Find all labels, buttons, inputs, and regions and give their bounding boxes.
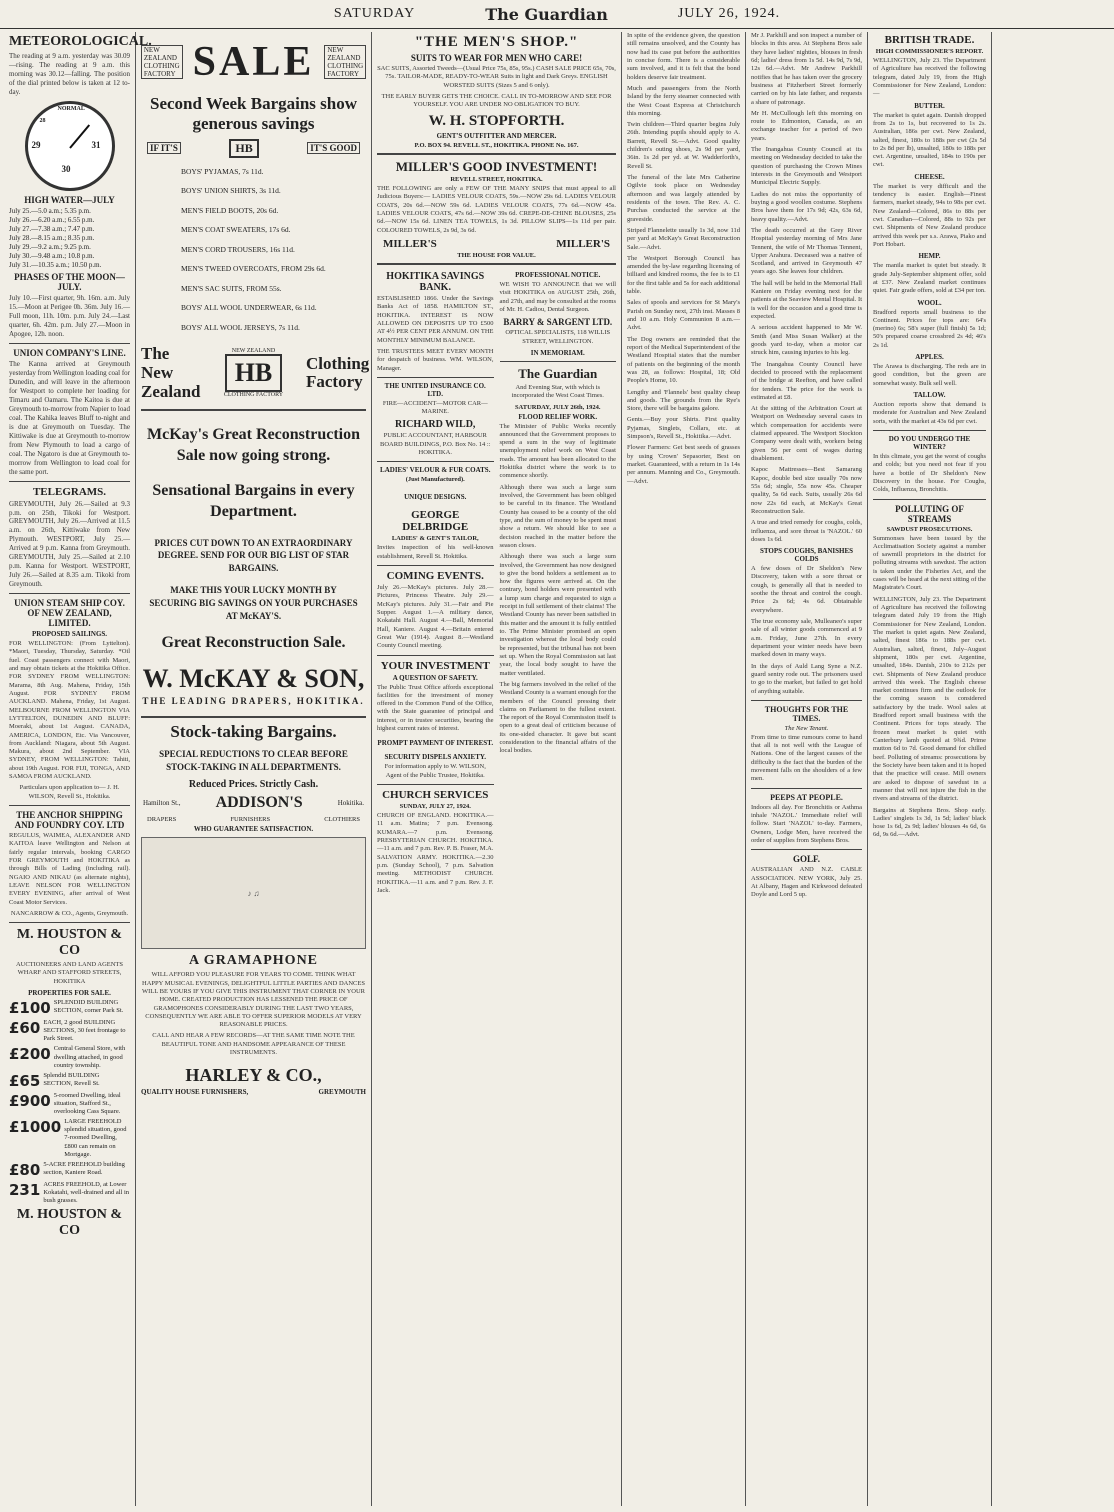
peeps-heading: PEEPS AT PEOPLE. bbox=[770, 792, 843, 802]
peeps-text: Indoors all day. For Bronchitis or Asthma inhale 'NAZOL.' Immediate relief will follow. Start 'NAZOL' to-day. Farmers, Owners, Lodge Men, have received the order of supplies from Stephens Bros. bbox=[751, 803, 862, 844]
hb-logo-icon: HB bbox=[229, 139, 258, 158]
reconstruction-heading: Great Reconstruction Sale. bbox=[161, 634, 346, 652]
news-item: Mr J. Parkhill and son inspect a number of blocks in this area. At Stephens Bros sale they have ladies' nighties, blouses in fresh 6d; ladies' dress from 1s 5d. 14s 9d, 7s 9d, 12s 6d.—Advt. Mr Andrew Parkhill notifies that he has taken over the grocery business at Fitzherbert Street formerly carried on by his late father, and requests a share of patronage. bbox=[751, 32, 862, 106]
harley-sub bbox=[141, 1088, 366, 1096]
factory-left: The New Zealand bbox=[141, 344, 201, 401]
property-price: £80 bbox=[9, 1160, 41, 1179]
telegrams-text: GREYMOUTH, July 26.—Sailed at 9.3 p.m. on 25th, Tikoki for Westport. GREYMOUTH, July 26.—Arrived at 11.5 a.m. on 26th, Kittiwake from New Plymouth. WESTPORT, July 25.—Arrived at 9 p.m. Kanna from Greymouth. GREYMOUTH, July 25.—Sailed at 2.10 p.m. Kanna for Westport. WESTPORT, July 26.—Sailed at 8.35 a.m. Tikoki from Greymouth. bbox=[9, 499, 130, 589]
apples-text: The Arawa is discharging. The reds are in good condition, but the green are somewhat wasty. Bulk sell well. bbox=[873, 363, 986, 387]
union-heading: UNION COMPANY'S LINE. bbox=[13, 348, 126, 359]
savings-footer: THE TRUSTEES MEET EVERY MONTH for despatch of business. WM. WILSON, Manager. bbox=[377, 347, 494, 372]
thoughts-heading: THOUGHTS FOR THE TIMES. bbox=[764, 704, 849, 723]
list-item: July 28.—8.15 a.m.; 8.35 p.m. bbox=[9, 234, 95, 243]
news-item: Flower Farmers: Get best seeds of grasses by using 'Crown' Sepasorter, Best on market. Guaranteed, with a return in 1s 14s per annum. Manning and Co., Greymouth.—Advt. bbox=[627, 444, 740, 485]
savings-text: ESTABLISHED 1866. Under the Savings Banks Act of 1858. HAMILTON ST., HOKITIKA. INTEREST IS NOW ALLOWED ON DEPOSITS UP TO £500 AT 4½ PER CENT PER ANNUM. ON THE MONTHLY MINIMUM BALANCE. bbox=[377, 295, 494, 344]
millers-address: REVELL STREET, HOKITIKA. bbox=[450, 176, 543, 184]
unique-heading: UNIQUE DESIGNS. bbox=[404, 493, 467, 502]
stephens-advert: Bargains at Stephens Bros. Shop early. Ladies' singlets 1s 3d, 1s 5d; ladies' black hose 1s 6d, 2s 9d; ladies' blouses 4s 6d, 6s 6d, 9s 6d.—Advt. bbox=[873, 806, 986, 839]
stocktaking-heading: Stock-taking Bargains. bbox=[170, 722, 337, 742]
polluting-text: Summonses have been issued by the Acclimatisation Society against a number of sawmill proprietors in the district for polluting streams with sawdust. The action is taken under the Fisheries Act, and the cases will be heard at the next sitting of the Magistrate's Court. bbox=[873, 534, 986, 592]
news-item: A true and tried remedy for coughs, colds, influenza, and sore throat is 'NAZOL.' 60 doses 1s 6d. bbox=[751, 519, 862, 543]
delbridge-name: GEORGE DELBRIDGE bbox=[402, 509, 469, 534]
barry-sub: OPTICAL SPECIALISTS, 118 WILLIS STREET, WELLINGTON. bbox=[505, 329, 611, 345]
property-price: £60 bbox=[9, 1019, 41, 1038]
meteorological-text: The reading at 9 a.m. yesterday was 30.09—rising. The reading at 9 a.m. this morning was 30.12—falling. The position of the dial printed below is taken at 12 to-day. bbox=[9, 52, 130, 96]
news-item: The Inangahua County Council at its meeting on Wednesday decided to take the question of purchasing the Crown Mines interests in the Greymouth and Westport Municipal Electric Supply. bbox=[751, 146, 862, 187]
wool-text: Bradford reports small business to the Continent. Prices for tops are: 64's (merino) 6s; 58's super (full finish) 5s 1d; 50's prepared coarse crossbred 2s 4d; 46's 2s 1d. bbox=[873, 308, 986, 349]
satisfaction-text: WHO GUARANTEE SATISFACTION. bbox=[193, 825, 314, 834]
dial-label: 30 bbox=[61, 163, 71, 174]
trade-label: DRAPERS bbox=[147, 816, 177, 824]
property-desc: 5-roomed Dwelling, ideal situation, Stafford St., overlooking Cass Square. bbox=[53, 1091, 121, 1116]
butter-text: The market is quiet again. Danish dropped from 2s to 1s, but recovered to 1s 2s. Australian, 186s per cwt. New Zealand, salted, finest, 180s to 188s per cwt (2s 5d to 2s 8d per lb), unsalted, 180s to 188s per cwt. Argentine, unsalted, 184s to 190s per cwt. bbox=[873, 111, 986, 169]
list-item: MEN'S SAC SUITS, FROM 55s. bbox=[181, 283, 282, 293]
property-price: 231 bbox=[9, 1180, 41, 1199]
its-good-label: IT'S GOOD bbox=[307, 142, 360, 154]
trade-label: FURNISHERS bbox=[230, 816, 271, 824]
savings-heading: HOKITIKA SAVINGS BANK. bbox=[386, 271, 485, 294]
two-col-block bbox=[377, 269, 616, 898]
harley-left: QUALITY HOUSE FURNISHERS, bbox=[141, 1088, 249, 1097]
hb-logo-icon: HB bbox=[225, 354, 283, 392]
nz-clothing-badge: NEW ZEALAND CLOTHING FACTORY bbox=[324, 45, 366, 79]
property-item bbox=[9, 1072, 130, 1090]
stocktaking-text: SPECIAL REDUCTIONS TO CLEAR BEFORE STOCK-TAKING IN ALL DEPARTMENTS. bbox=[159, 749, 348, 772]
column-6 bbox=[868, 32, 992, 1506]
masthead-date: JULY 26, 1924. bbox=[677, 6, 781, 21]
factory-banner bbox=[141, 344, 370, 401]
hemp-heading: HEMP. bbox=[918, 252, 941, 261]
united-sub: FIRE—ACCIDENT—MOTOR CAR—MARINE. bbox=[382, 399, 488, 416]
news-item: Twin children—Third quarter begins July 26th. Intending pupils should apply to A. Barrett, Revell St.—Advt. Good quality children's outing shoes, 2s 9d per yard, 36in. 1s 2d per yd. at W. Wadderforth's, Revell St. bbox=[627, 121, 740, 170]
column-2 bbox=[136, 32, 372, 1506]
addison-trades bbox=[147, 816, 360, 823]
list-item: BOYS' ALL WOOL UNDERWEAR, 6s 11d. bbox=[181, 303, 317, 313]
moon-heading: PHASES OF THE MOON—JULY. bbox=[14, 272, 125, 293]
church-text: CHURCH OF ENGLAND. HOKITIKA.—11 a.m. Matins; 7 p.m. Evensong. KUMARA.—7 p.m. Evensong. PRESBYTERIAN CHURCH. HOKITIKA.—11 a.m. and 7 p.m. Rev. P. B. Fraser, M.A. SALVATION ARMY. HOKITIKA.—2.30 p.m. (Sunday School), 7 p.m. Salvation meeting. METHODIST CHURCH. HOKITIKA.—11 a.m. and 7 p.m. Rev. J. F. Jack. bbox=[377, 812, 494, 894]
guardian-masthead: The Guardian bbox=[518, 365, 598, 381]
early-buyer-text: THE EARLY BUYER GETS THE CHOICE. CALL IN TO-MORROW AND SEE FOR YOURSELF. YOU ARE UNDER NO OBLIGATION TO BUY. bbox=[381, 92, 612, 109]
list-item: MEN'S CORD TROUSERS, 16s 11d. bbox=[181, 244, 295, 254]
professional-heading: PROFESSIONAL NOTICE. bbox=[515, 271, 601, 280]
dial-label: 29 bbox=[31, 139, 41, 150]
suits-heading: SUITS TO WEAR FOR MEN WHO CARE! bbox=[410, 53, 583, 63]
editorial-text: Although there was such a large sum involved, the Government has now designed to give the bond holders a settlement as to how the figures were arrived at. On the contrary, bond holders were presented with a lump sum charge and requested to sign a receipt in full settlement of their claims! The Westland County has never been satisfied in this matter and the amount it is fully entitled to. The Prime Minister promised an open investigation whereat the local body could be represented, but the tribunal has not been set up. When the Royal Commission sat last year, the local body sought to have the matter ventilated. bbox=[499, 553, 616, 677]
stops-coughs-heading: STOPS COUGHS, BANISHES COLDS bbox=[759, 547, 854, 564]
memoriam-heading: IN MEMORIAM. bbox=[530, 348, 585, 357]
delbridge-sub: LADIES' & GENT'S TAILOR, bbox=[391, 535, 479, 543]
editorial-text: The big farmers involved in the relief of the Westland County is a warrant enough for the members of the Council pressing their claims on Parliament to the fullest extent. The report of the Royal Commission itself is open to a great deal of criticism because of its one-sided character. It gave but scant consideration to the financial affairs of the local bodies. bbox=[499, 680, 616, 755]
dial-label: 31 bbox=[91, 139, 101, 150]
british-trade-heading: BRITISH TRADE. bbox=[884, 34, 975, 46]
property-price: £900 bbox=[9, 1091, 51, 1110]
news-item: A serious accident happened to Mr W. Smith (and Miss Susan Walker) at the goods yard to-day, when a motor car struck him, causing injuries to his leg. bbox=[751, 324, 862, 357]
news-item: Kapoc Mattresses—Best Samarang Kapoc, double bed size usually 70s now 55s 6d; single, 55s now 45s. Cheaper quality, 5s 6d each. Suits, usually 26s 6d now 22s 6d each, at McKay's Great Reconstruction Sale. bbox=[751, 466, 862, 515]
lucky-month-text: MAKE THIS YOUR LUCKY MONTH BY SECURING BIG SAVINGS ON YOUR PURCHASES AT McKAY'S. bbox=[149, 585, 358, 621]
apples-heading: APPLES. bbox=[915, 353, 944, 362]
property-desc: 5-ACRE FREEHOLD building section, Kaniere Road. bbox=[43, 1160, 125, 1176]
investment-footer: For information apply to W. WILSON, Agent of the Public Trustee, Hokitika. bbox=[384, 763, 486, 779]
property-item bbox=[9, 1181, 130, 1205]
telegrams-heading: TELEGRAMS. bbox=[32, 485, 107, 498]
news-item: The death occurred at the Grey River Hospital yesterday morning of Mrs Jane Tennent, the wife of Mr Thomas Tennent, Upper Arahura. Deceased was a native of Scotland, and arrived in Greymouth 47 years ago. She leaves four children. bbox=[751, 226, 862, 276]
news-item: A few doses of Dr Sheldon's New Discovery, taken with a sore throat or cough, is generally all that is needed to soothe the throat and control the cough. Price 2s 6d; 4s 6d. Obtainable everywhere. bbox=[751, 565, 862, 614]
barometer-dial-icon bbox=[25, 101, 115, 191]
dial-hand bbox=[69, 124, 90, 148]
tallow-text: Auction reports show that demand is moderate for Australian and New Zealand sorts, with the market at 43s 6d per cwt. bbox=[873, 401, 986, 425]
column-1 bbox=[4, 32, 152, 1506]
sale-banner bbox=[141, 32, 366, 92]
list-item: July 30.—9.48 a.m.; 10.8 p.m. bbox=[9, 252, 95, 261]
church-heading: CHURCH SERVICES bbox=[382, 789, 489, 802]
sale-word: SALE bbox=[192, 39, 315, 85]
thoughts-sub: The New Tenant. bbox=[784, 724, 829, 732]
millers-text: THE FOLLOWING are only a FEW OF THE MANY SNIPS that must appeal to all Judicious Buyers:— LADIES VELOUR COATS, 59s.—NOW 29s 6d. LADIES VELOUR COATS, 20s 6d.—NOW 59s 6d. LADIES VELOUR COATS, 77s 6d.—NOW 45s. LADIES VELOUR COATS, 47s 6d.—NOW 39s 6d. CREPE-DE-CHINE BLOUSES, 25s 6d.—NOW 15s 6d. LINEN TEA TOWELS, 1s 3d. PILLOW SLIPS—1s 11d per pair. COLOURED TOWELS, 2s 9d, 3s 6d. bbox=[377, 185, 616, 234]
investment-heading: YOUR INVESTMENT bbox=[380, 659, 490, 672]
editorial-text: Although there was such a large sum involved, the Government has been obliged to be careful in its finance. The Westland County has ceased to be a county of the old type, and the sum of money to be spent must show a return. We should like to see a decision reached in the matter before the season closes. bbox=[499, 483, 616, 549]
list-item: July 31.—10.35 a.m.; 10.50 p.m. bbox=[9, 261, 102, 270]
millers-foot-left: MILLER'S bbox=[383, 238, 437, 251]
property-item bbox=[9, 1161, 130, 1179]
property-price: £200 bbox=[9, 1045, 51, 1064]
velour-heading: LADIES' VELOUR & FUR COATS. bbox=[380, 466, 491, 475]
cheese-text: The market is very difficult and the tendency is easier. English—Finest farmers, market steady, 94s to 98s per cwt. New Zealand—Colored, 86s to 88s per cwt. Canadian—Colored, 88s to 92s per cwt. Shipments of New Zealand produce arrived this week per s.s. Arawa, Piako and Port Hobart. bbox=[873, 182, 986, 248]
property-price: £1000 bbox=[9, 1118, 62, 1137]
coming-events-text: July 26.—McKay's pictures. July 28.—Pictures, Princess Theatre. July 29.—McKay's pictures. July 31.—Fair and Pie Supper. August 1.—A military dance, Kokatahi Hall. August 4.—Ball, Memorial Hall, Kaniere. August 4.—Britain entered Great War (1914). August 8.—Westland County Council meeting. bbox=[377, 584, 494, 650]
masthead-day: SATURDAY bbox=[333, 6, 416, 21]
wild-sub: PUBLIC ACCOUNTANT, HARBOUR BOARD BUILDINGS, P.O. Box No. 14 :: HOKITIKA. bbox=[379, 432, 491, 457]
hemp-text: The manila market is quiet but steady. It grade July-September shipment offer, sold at £37. New Zealand market continues quiet. Fair grade offers, sold at £34 per ton. bbox=[873, 262, 986, 295]
investment-text: The Public Trust Office affords exceptional facilities for the investment of money offered in the Common Fund of the Office, with the State guarantee of principal and interest, or in trustee securities, bearing the highest current rates of interest. bbox=[377, 683, 494, 733]
masthead bbox=[0, 0, 1114, 29]
property-desc: Central General Store, with dwelling attached, in good country township. bbox=[53, 1045, 126, 1069]
thoughts-text: From time to time rumours come to hand that all is not well with the League of Nations. One of the largest causes of the difficulty is the fact that the burden of the movement falls on the shoulders of a few men. bbox=[751, 733, 862, 783]
polluting-heading: POLLUTING OF STREAMS bbox=[895, 503, 964, 524]
winter-text: In this climate, you get the worst of coughs and colds; but you need not fear if you have a bottle of Dr Sheldon's New Discovery in the house. For Coughs, Colds, Influenza, Bronchitis. bbox=[873, 452, 986, 494]
property-item bbox=[9, 1118, 130, 1159]
golf-text: AUSTRALIAN AND N.Z. CABLE ASSOCIATION. NEW YORK, July 25. At Albany, Hagen and Kirkwood defeated Doyle and Lord 5 up. bbox=[751, 866, 862, 899]
stopforth-name: W. H. STOPFORTH. bbox=[428, 112, 565, 129]
mckay-subheading: Sensational Bargains in every Department. bbox=[152, 481, 355, 520]
left-subcol bbox=[377, 269, 494, 898]
list-item: MEN'S COAT SWEATERS, 17s 6d. bbox=[181, 225, 291, 235]
prices-cut-text: PRICES CUT DOWN TO AN EXTRAORDINARY DEGREE. SEND FOR OUR BIG LIST OF STAR BARGAINS. bbox=[154, 537, 353, 573]
news-item: Ladies do not miss the opportunity of buying a good woollen costume. Stephens Bros have them for 17s 9d; 42s, 63s 6d, heavy quality.—Advt. bbox=[751, 190, 862, 223]
nz-clothing-badge: NEW ZEALAND CLOTHING FACTORY bbox=[141, 45, 183, 79]
gramophone-call: CALL AND HEAR A FEW RECORDS—AT THE SAME TIME NOTE THE BEAUTIFUL TONE AND HANDSOME APPEARANCE OF THESE INSTRUMENTS. bbox=[152, 1032, 355, 1057]
moon-text: July 10.—First quarter, 9h. 16m. a.m. July 15.—Moon at Perigee 0h. 36m. July 16.—Full moon, 11h. 10m. p.m. July 24.—Last quarter, 6h. 42m. p.m. July 27.—Moon in Apogee, 12h. noon. bbox=[9, 294, 130, 339]
usco-text: FOR WELLINGTON: (From Lyttelton). *Maori, Tuesday, Thursday, Saturday. *Oil fuel. Coast passengers connect with Maori, and may obtain tickets at the Hokitika Office. FOR SYDNEY FROM WELLINGTON: Marama, 8th Aug. Mahena, Friday, 15th August. FOR SYDNEY FROM AUCKLAND. Mahena, Friday, 1st August. MELBOURNE FROM WELLINGTON VIA LYTTELTON, DUNEDIN AND BLUFF: Moeraki, about 1st August. CANADA, AMERICA, LONDON, Etc. Via Vancouver, from Auckland: Niagara, about 5th August. Makura, about 2nd September. VIA SYDNEY, FROM WELLINGTON: Tahiti, about 19th August. FOR FIJI, TONGA, AND SAMOA FROM AUCKLAND. bbox=[9, 640, 130, 781]
column-4 bbox=[622, 32, 746, 1506]
suits-text: SAC SUITS, Assorted Tweeds—(Usual Price 75s, 85s, 95s.) CASH SALE PRICE 65s, 70s, 75s. TAILOR-MADE, READY-TO-WEAR Suits in light and Dark Greys. ENGLISH WORSTED SUITS (Sizes 5 and 6 only). bbox=[377, 65, 616, 89]
news-item: The Westport Borough Council has amended the by-law regarding licensing of billiard and kindred rooms, the fee is to £1 for the first table and 5s for each additional table. bbox=[627, 254, 740, 296]
gramophone-illustration-icon: ♪ ♫ bbox=[141, 837, 366, 949]
news-item: The true economy sale, Mulleaneo's super sale of all winter goods commenced at 9 a.m. Friday, June 27th. In every department your winter needs have been marked down in many ways. bbox=[751, 618, 862, 659]
if-its-good-banner bbox=[147, 139, 360, 158]
guardian-article-heading: FLOOD RELIEF WORK. bbox=[518, 412, 598, 421]
news-item: The Inangahua County Council have decided to proceed with the replacement of the bridge at Reefton, and have called for tenders. The price for the work is estimated at £8. bbox=[751, 360, 862, 401]
property-desc: LARGE FREEHOLD splendid situation, good 7-roomed Dwelling, £800 can remain on Mortgage. bbox=[64, 1118, 127, 1158]
millers-footer bbox=[383, 238, 610, 250]
list-item: July 26.—6.20 a.m.; 6.55 p.m. bbox=[9, 215, 95, 224]
hb-logo bbox=[224, 348, 283, 398]
harley-name: HARLEY & CO., bbox=[185, 1065, 322, 1086]
property-desc: Splendid BUILDING SECTION, Revell St. bbox=[43, 1071, 100, 1087]
property-desc: SPLENDID BUILDING SECTION, corner Park St. bbox=[53, 999, 124, 1015]
houston-subheading: AUCTIONEERS AND LAND AGENTS WHARF AND STAFFORD STREETS, HOKITIKA bbox=[15, 961, 124, 985]
harley-right: GREYMOUTH bbox=[318, 1088, 366, 1097]
barry-name: BARRY & SARGENT LTD. bbox=[503, 317, 613, 328]
stopforth-address: P.O. BOX 94. REVELL ST., HOKITIKA. PHONE No. 167. bbox=[414, 141, 579, 149]
hb-top-label: NEW ZEALAND bbox=[231, 348, 276, 355]
reduced-prices: Reduced Prices. Strictly Cash. bbox=[188, 779, 319, 791]
news-item: Lengthy and 'Flannels' best quality cheap and goods. The grounds from the Rye's Store, there will be bargains galore. bbox=[627, 388, 740, 413]
news-item: Gents.—Buy your Shirts. First quality Pyjamas, Singlets, Collars, etc. at Simpson's, Revell St., Hokitika.—Advt. bbox=[627, 416, 740, 441]
if-its-label: IF IT'S bbox=[147, 142, 181, 154]
millers-foot-right: MILLER'S bbox=[556, 238, 610, 251]
professional-text: WE WISH TO ANNOUNCE that we will visit HOKITIKA on AUGUST 25th, 26th, and 27th, and may be consulted at the rooms of Mr. H. Cadiou, Dental Surgeon. bbox=[499, 281, 616, 313]
dial-label: 28 bbox=[39, 117, 46, 124]
delbridge-text: Invites inspection of his well-known establishment, Revell St. Hokitika. bbox=[377, 544, 494, 560]
factory-right: Clothing Factory bbox=[305, 353, 370, 392]
right-subcol bbox=[500, 269, 617, 898]
wmckay-name: W. McKAY & SON, bbox=[142, 664, 365, 694]
news-item: Sales of spools and services for St Mary's Parish on Sunday next, 27th inst. Masses 8 and 10 a.m. Holy Communion 8 a.m.—Advt. bbox=[627, 299, 740, 332]
list-item: BOYS' ALL WOOL JERSEYS, 7s 11d. bbox=[181, 322, 300, 332]
property-item bbox=[9, 1092, 130, 1116]
golf-heading: GOLF. bbox=[793, 854, 820, 865]
news-item: Mr H. McCullough left this morning on route to Edmonton, Canada, as an exchange teacher for a period of two years. bbox=[751, 109, 862, 142]
cheese-heading: CHEESE. bbox=[914, 172, 945, 181]
investment-sub: A QUESTION OF SAFETY. bbox=[392, 673, 478, 682]
guardian-article-text: The Minister of Public Works recently announced that the Government proposes to spend a sum in the way of legitimate unemployment relief work on West Coast roads. The amount has been allocated to the Hokitika district where the work is to commence shortly. bbox=[499, 422, 616, 480]
british-trade-text: WELLINGTON, July 23. The Department of Agriculture has received the following telegram, dated July 19, from the High Commissioner for New Zealand, London:— bbox=[873, 57, 986, 98]
news-item: The Dog owners are reminded that the report of the Medical Superintendent of the Westland Hospital states that the number of patients on the beginning of the month was 28, as follows: Hospital, 18; Old People's Home, 10. bbox=[627, 335, 740, 385]
bargains-heading: Second Week Bargains show generous savings bbox=[149, 94, 358, 134]
usco-agent: Particulars upon application to— J. H. WILSON, Revell St., Hokitika. bbox=[19, 784, 120, 800]
addison-left: Hamilton St., bbox=[143, 799, 181, 808]
gramophone-heading: A GRAMAPHONE bbox=[188, 953, 319, 969]
list-item: MEN'S FIELD BOOTS, 20s 6d. bbox=[181, 205, 279, 215]
usco-heading: UNION STEAM SHIP COY. OF NEW ZEALAND, LIMITED. bbox=[14, 598, 125, 629]
column-5 bbox=[746, 32, 868, 1506]
property-price: £100 bbox=[9, 999, 51, 1018]
list-item: July 25.—5.0 a.m.; 5.35 p.m. bbox=[9, 206, 91, 215]
news-item: Striped Flannelette usually 1s 3d, now 11d per yard at McKay's Great Reconstruction Sale.—Advt. bbox=[627, 226, 740, 251]
united-heading: THE UNITED INSURANCE CO. LTD. bbox=[384, 381, 486, 398]
news-item: The hall will be held in the Memorial Hall Kaniere on Friday evening next for the patients at the Seaview Mental Hospital. It is well for the occasion and a good time is expected. bbox=[751, 279, 862, 320]
anchor-text: REGULUS, WAIMEA, ALEXANDER AND KAITOA leave Wellington and Nelson at fairly regular intervals, booking CARGO FOR GREYMOUTH and HOKITIKA as through Bills of Lading (including rail). NGAIO AND NIKAU (as alternate nights), LEAVE NELSON FOR WELLINGTON EVERY EVENING, after arrival of West Coast Motor Services. bbox=[9, 832, 130, 906]
prompt-payment: PROMPT PAYMENT OF INTEREST. bbox=[377, 739, 494, 748]
high-water-list bbox=[9, 207, 130, 271]
security-text: SECURITY DISPELS ANXIETY. bbox=[384, 753, 487, 762]
list-item: July 27.—7.38 a.m.; 7.47 p.m. bbox=[9, 224, 95, 233]
properties-heading: PROPERTIES FOR SALE. bbox=[28, 989, 111, 998]
masthead-title: The Guardian bbox=[485, 4, 608, 24]
church-date: SUNDAY, JULY 27, 1924. bbox=[399, 803, 471, 811]
gramophone-text: WILL AFFORD YOU PLEASURE FOR YEARS TO COME. THINK WHAT HAPPY MUSICAL EVENINGS, DELIGHTFUL LITTLE PARTIES AND DANCES WILL BE YOURS IF YOU GIVE THIS INSTRUMENT THAT CORNER IN YOUR HOME. CREATED PRODUCTION HAS LESSENED THE PRICE OF GRAMOPHONES CONSIDERABLY DURING THE LAST TWO YEARS, CONSEQUENTLY WE ARE ABLE TO OFFER SUPERIOR MODELS AT VERY REASONABLE PRICES. bbox=[142, 971, 365, 1029]
butter-heading: BUTTER. bbox=[914, 101, 945, 110]
union-text: The Kanna arrived at Greymouth yesterday from Wellington loading coal for Dunedin, and will leave in the afternoon for Westport to complete her loading for Timaru and Oamaru. The Kaitoa is due at Greymouth to-morrow from Napier to load coal. The Kahika leaves Bluff to-night and is due at Greymouth on Tuesday. The Kittiwake is due at Greymouth to-morrow from New Plymouth to load a cargo of coal. The Ngatoro is due at Greymouth to-morrow from Wellington to load coal for the same port. bbox=[9, 360, 130, 476]
wool-heading: WOOL. bbox=[917, 298, 942, 307]
tallow-heading: TALLOW. bbox=[913, 391, 946, 399]
property-desc: ACRES FREEHOLD, at Lower Kokatahi, well-drained and all in bush grasses. bbox=[43, 1180, 130, 1205]
guardian-date: SATURDAY, JULY 26th, 1924. bbox=[514, 403, 601, 411]
property-item bbox=[9, 1045, 130, 1069]
trade-label: CLOTHIERS bbox=[324, 816, 360, 824]
mckay-heading: McKay's Great Reconstruction Sale now going strong. bbox=[147, 426, 360, 465]
millers-foot-sub: THE HOUSE FOR VALUE. bbox=[457, 252, 536, 260]
dial-label: NORMAL bbox=[57, 105, 85, 112]
list-item: BOYS' PYJAMAS, 7s 11d. bbox=[181, 166, 264, 176]
list-item: July 29.—9.2 a.m.; 9.25 p.m. bbox=[9, 243, 91, 252]
houston-footer: M. HOUSTON & CO bbox=[16, 1207, 123, 1239]
high-water-heading: HIGH WATER—JULY bbox=[24, 194, 115, 205]
coming-events-heading: COMING EVENTS. bbox=[386, 570, 484, 583]
sale-items-list bbox=[141, 162, 366, 338]
property-item bbox=[9, 1019, 130, 1043]
list-item: MEN'S TWEED OVERCOATS, FROM 29s 6d. bbox=[181, 264, 326, 274]
mens-shop-heading: "THE MEN'S SHOP." bbox=[414, 34, 579, 50]
list-item: BOYS' UNION SHIRTS, 3s 11d. bbox=[181, 186, 281, 196]
velour-sub: (Just Manufactured). bbox=[405, 476, 465, 484]
property-desc: EACH, 2 good BUILDING SECTIONS, 30 feet frontage to Park Street. bbox=[43, 1019, 126, 1043]
news-item: The funeral of the late Mrs Catherine Ogilvie took place on Wednesday afternoon and was largely attended by residents of the town. The Rev. A. C. Purchas conducted the service at the graveside. bbox=[627, 174, 740, 223]
british-trade-sub: HIGH COMMISSIONER'S REPORT. bbox=[875, 48, 984, 55]
news-item: At the sitting of the Arbitration Court at Westport on Wednesday several cases in which compensation for accidents were claimed appeared. The Westport Stockton Company were dealt with, workers being given 56 per cent of wages during disablement. bbox=[751, 405, 862, 462]
stopforth-sub: GENT'S OUTFITTER AND MERCER. bbox=[436, 131, 557, 140]
winter-heading: DO YOU UNDERGO THE WINTER? bbox=[888, 434, 971, 451]
news-item: In the days of Auld Lang Syne a N.Z. guard sentry rode out. The prisoners used to go to the market, but failed to get hold of anything suitable. bbox=[751, 662, 862, 695]
property-item bbox=[9, 999, 130, 1017]
news-item: Much and passengers from the North Island by the ferry steamer connected with the West Coast Express at Christchurch this morning. bbox=[627, 84, 740, 117]
addison-right: Hokitika. bbox=[337, 799, 364, 808]
column-3 bbox=[372, 32, 622, 1506]
meteorological-heading: METEOROLOGICAL. bbox=[9, 34, 152, 49]
usco-subheading: PROPOSED SAILINGS. bbox=[31, 630, 108, 639]
hb-bottom-label: CLOTHING FACTORY bbox=[223, 392, 284, 399]
wmckay-sub: THE LEADING DRAPERS, HOKITIKA. bbox=[142, 696, 365, 707]
addison-name: ADDISON'S bbox=[215, 794, 303, 812]
wild-name: RICHARD WILD, bbox=[395, 419, 476, 431]
anchor-heading: THE ANCHOR SHIPPING AND FOUNDRY COY. LTD bbox=[14, 810, 125, 831]
guardian-sub: And Evening Star, with which is incorporated the West Coast Times. bbox=[511, 383, 604, 400]
polluting-text: WELLINGTON, July 23. The Department of Agriculture has received the following telegram dated July 19 from the High Commissioner for New Zealand, London. The market is quiet again. New Zealand, salted, finest 186s to 188s per cwt. Australian, salted, finest, July–August shipment, 180s per cwt. Argentine, unsalted, 184s. Danish, 210s to 212s per cwt. Shipments of New Zealand produce arrived this week. The English cheese market continues firm and the outlook for the coming season is considered satisfactory by the trade. Wool sales at Bradford report small business with the Continent. Prices for tops steady. The frozen meat market is quiet with Canterbury lamb quoted at 9¾d. Prime mutton 6d to 7d. Good demand for chilled beef. Polluting of streams: prosecutions by the Society have been taken and it is hoped that the practice will cease. Mill owners are asked to dispose of sawdust in a manner that will not injure the fish in the rivers and streams of the district. bbox=[873, 595, 986, 803]
news-item: In spite of the evidence given, the question still remains unsolved, and the County has now had its case put before the authorities in concise form. There is a considerable sum involved, and it is felt that the bond holders deserve fair treatment. bbox=[627, 32, 740, 81]
anchor-agent: NANCARROW & CO., Agents, Greymouth. bbox=[10, 909, 129, 917]
property-price: £65 bbox=[9, 1071, 41, 1090]
houston-heading: M. HOUSTON & CO bbox=[16, 927, 123, 959]
addison-banner bbox=[143, 794, 364, 812]
millers-heading: MILLER'S GOOD INVESTMENT! bbox=[395, 158, 598, 174]
polluting-sub: SAWDUST PROSECUTIONS. bbox=[886, 525, 973, 533]
